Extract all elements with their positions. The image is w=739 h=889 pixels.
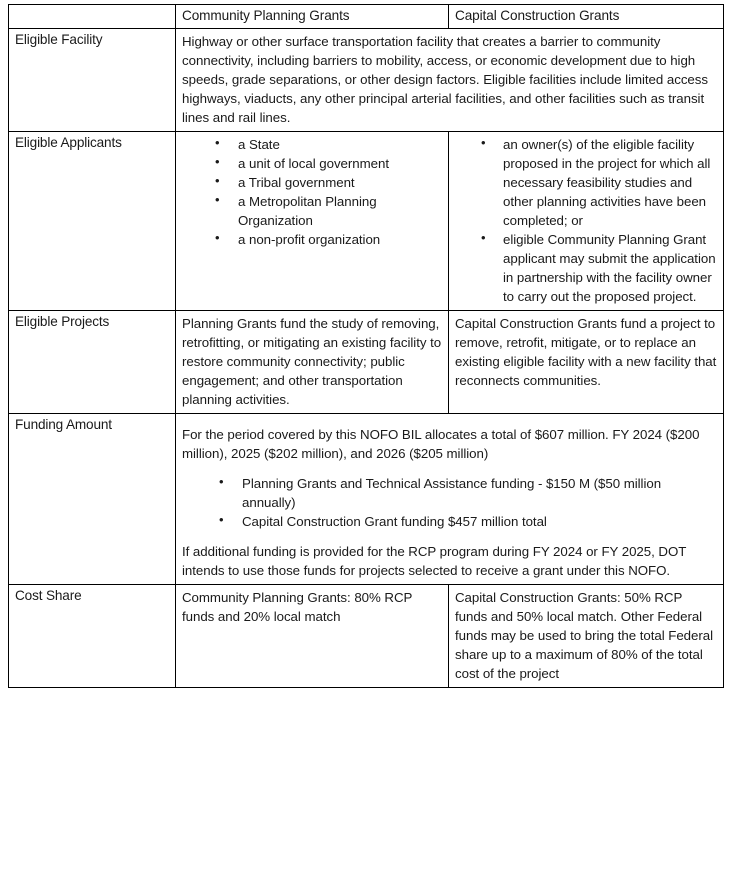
list-item: • eligible Community Planning Grant applicant may submit the application in partnership with the facility owner to carry out the proposed project. (455, 230, 717, 306)
row-label-cost-share: Cost Share (9, 584, 176, 687)
grant-comparison-table (8, 4, 724, 688)
table-row-funding-amount (9, 413, 724, 584)
row-label-eligible-projects: Eligible Projects (9, 310, 176, 413)
funding-outro-text: If additional funding is provided for the RCP program during FY 2024 or FY 2025, DOT intends to use those funds for projects selected to receive a grant under this NOFO. (182, 543, 687, 578)
eligible-applicants-planning-list (182, 135, 442, 249)
cell-eligible-projects-planning: Planning Grants fund the study of removing, retrofitting, or mitigating an existing facility to restore community connectivity; public engagement; and other transportation planning activities. (176, 310, 449, 413)
cell-eligible-applicants-planning (176, 131, 449, 310)
list-item: • a Metropolitan Planning Organization (182, 192, 442, 230)
funding-bullet-list (182, 474, 717, 531)
list-item: • Planning Grants and Technical Assistance funding - $150 M ($50 million annually) (182, 474, 717, 512)
header-cell-blank (9, 5, 176, 29)
cell-eligible-applicants-construction (449, 131, 724, 310)
row-label-eligible-applicants: Eligible Applicants (9, 131, 176, 310)
cell-funding-amount-details (176, 413, 724, 584)
table-row-eligible-applicants (9, 131, 724, 310)
list-item: • a Tribal government (182, 173, 442, 192)
cell-eligible-projects-construction: Capital Construction Grants fund a project to remove, retrofit, mitigate, or to replace an existing eligible facility with a new facility that reconnects communities. (449, 310, 724, 413)
list-item: • an owner(s) of the eligible facility proposed in the project for which all necessary feasibility studies and other planning activities have been completed; or (455, 135, 717, 230)
table-row-eligible-projects (9, 310, 724, 413)
list-item: • a unit of local government (182, 154, 442, 173)
funding-intro-text: For the period covered by this NOFO BIL allocates a total of $607 million. FY 2024 ($200 million), 2025 ($202 million), and 2026 ($205 million) (182, 426, 700, 461)
list-item: • a State (182, 135, 442, 154)
header-cell-capital-construction-grants: Capital Construction Grants (449, 5, 724, 29)
list-item: • a non-profit organization (182, 230, 442, 249)
row-label-funding-amount: Funding Amount (9, 413, 176, 584)
table-row-eligible-facility (9, 28, 724, 131)
list-item: • Capital Construction Grant funding $457 million total (182, 512, 717, 531)
table-header-row (9, 5, 724, 29)
table-row-cost-share (9, 584, 724, 687)
eligible-applicants-construction-list (455, 135, 717, 306)
cell-cost-share-construction: Capital Construction Grants: 50% RCP funds and 50% local match. Other Federal funds may be used to bring the total Federal share up to a maximum of 80% of the total cost of the project (449, 584, 724, 687)
cell-eligible-facility-description: Highway or other surface transportation facility that creates a barrier to community connectivity, including barriers to mobility, access, or economic development due to high speeds, grade separations, or other design factors. Eligible facilities include limited access highways, viaducts, any other principal arterial facilities, and other facilities such as transit lines and rail lines. (176, 28, 724, 131)
row-label-eligible-facility: Eligible Facility (9, 28, 176, 131)
funding-spacer (182, 417, 717, 425)
cell-cost-share-planning: Community Planning Grants: 80% RCP funds and 20% local match (176, 584, 449, 687)
header-cell-community-planning-grants: Community Planning Grants (176, 5, 449, 29)
